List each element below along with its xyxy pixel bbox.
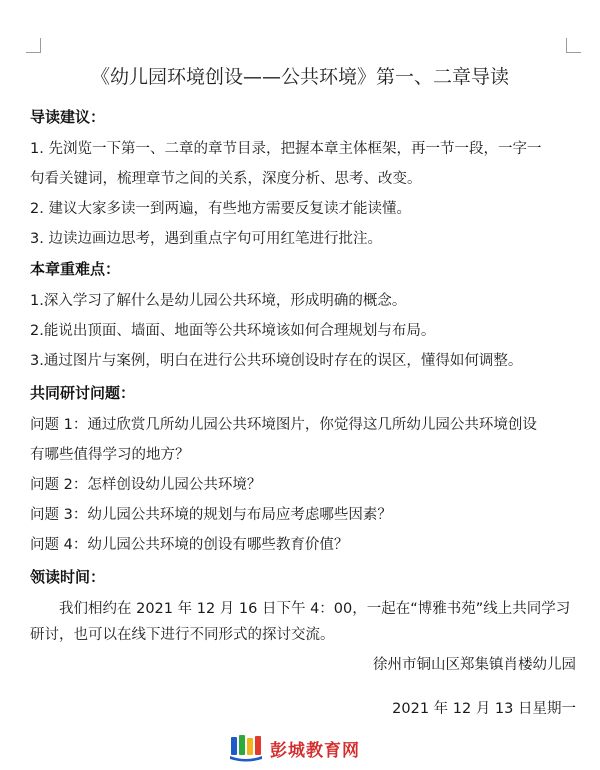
questions-section — [30, 380, 582, 558]
key-point-2: 2.能说出顶面、墙面、地面等公共环境该如何合理规划与布局。 — [30, 323, 436, 339]
book-logo-icon — [228, 733, 264, 763]
organization-name: 徐州市铜山区郑集镇肖楼幼儿园 — [373, 657, 576, 673]
question-2: 问题 2：怎样创设幼儿园公共环境？ — [30, 477, 262, 493]
document-title: 《幼儿园环境创设——公共环境》第一、二章导读 — [90, 66, 509, 88]
time-paragraph: 我们相约在 2021 年 12 月 16 日下午 4：00，一起在“博雅书苑”线上共同学习研讨，也可以在线下进行不同形式的探讨交流。 — [30, 601, 571, 643]
guide-line-1: 1. 先浏览一下第一、二章的章节目录，把握本章主体框架，再一节一段，一字一 — [30, 141, 542, 157]
guide-line-2: 句看关键词，梳理章节之间的关系，深度分析、思考、改变。 — [30, 171, 422, 187]
guide-section — [30, 104, 582, 252]
page-corner-mark-right — [566, 38, 581, 53]
question-1-line-1: 问题 1：通过欣赏几所幼儿园公共环境图片，你觉得这几所幼儿园公共环境创设 — [30, 417, 537, 433]
time-section — [30, 564, 582, 722]
document-date: 2021 年 12 月 13 日星期一 — [392, 701, 576, 717]
question-4: 问题 4：幼儿园公共环境的创设有哪些教育价值？ — [30, 537, 349, 553]
guide-line-4: 3. 边读边画边思考，遇到重点字句可用红笔进行批注。 — [30, 231, 382, 247]
key-point-3: 3.通过图片与案例，明白在进行公共环境创设时存在的误区，懂得如何调整。 — [30, 353, 523, 369]
page-corner-mark-left — [26, 38, 41, 53]
logo-text: 彭城教育网 — [270, 740, 360, 761]
guide-line-3: 2. 建议大家多读一到两遍，有些地方需要反复读才能读懂。 — [30, 201, 411, 217]
guide-heading: 导读建议： — [30, 108, 106, 126]
key-point-1: 1.深入学习了解什么是幼儿园公共环境，形成明确的概念。 — [30, 293, 407, 309]
key-points-heading: 本章重难点： — [30, 260, 121, 278]
time-heading: 领读时间： — [30, 568, 106, 586]
question-1-line-2: 有哪些值得学习的地方？ — [30, 447, 190, 463]
questions-heading: 共同研讨问题： — [30, 384, 136, 402]
key-points-section — [30, 256, 582, 374]
question-3: 问题 3：幼儿园公共环境的规划与布局应考虑哪些因素？ — [30, 507, 392, 523]
site-logo — [228, 733, 360, 763]
